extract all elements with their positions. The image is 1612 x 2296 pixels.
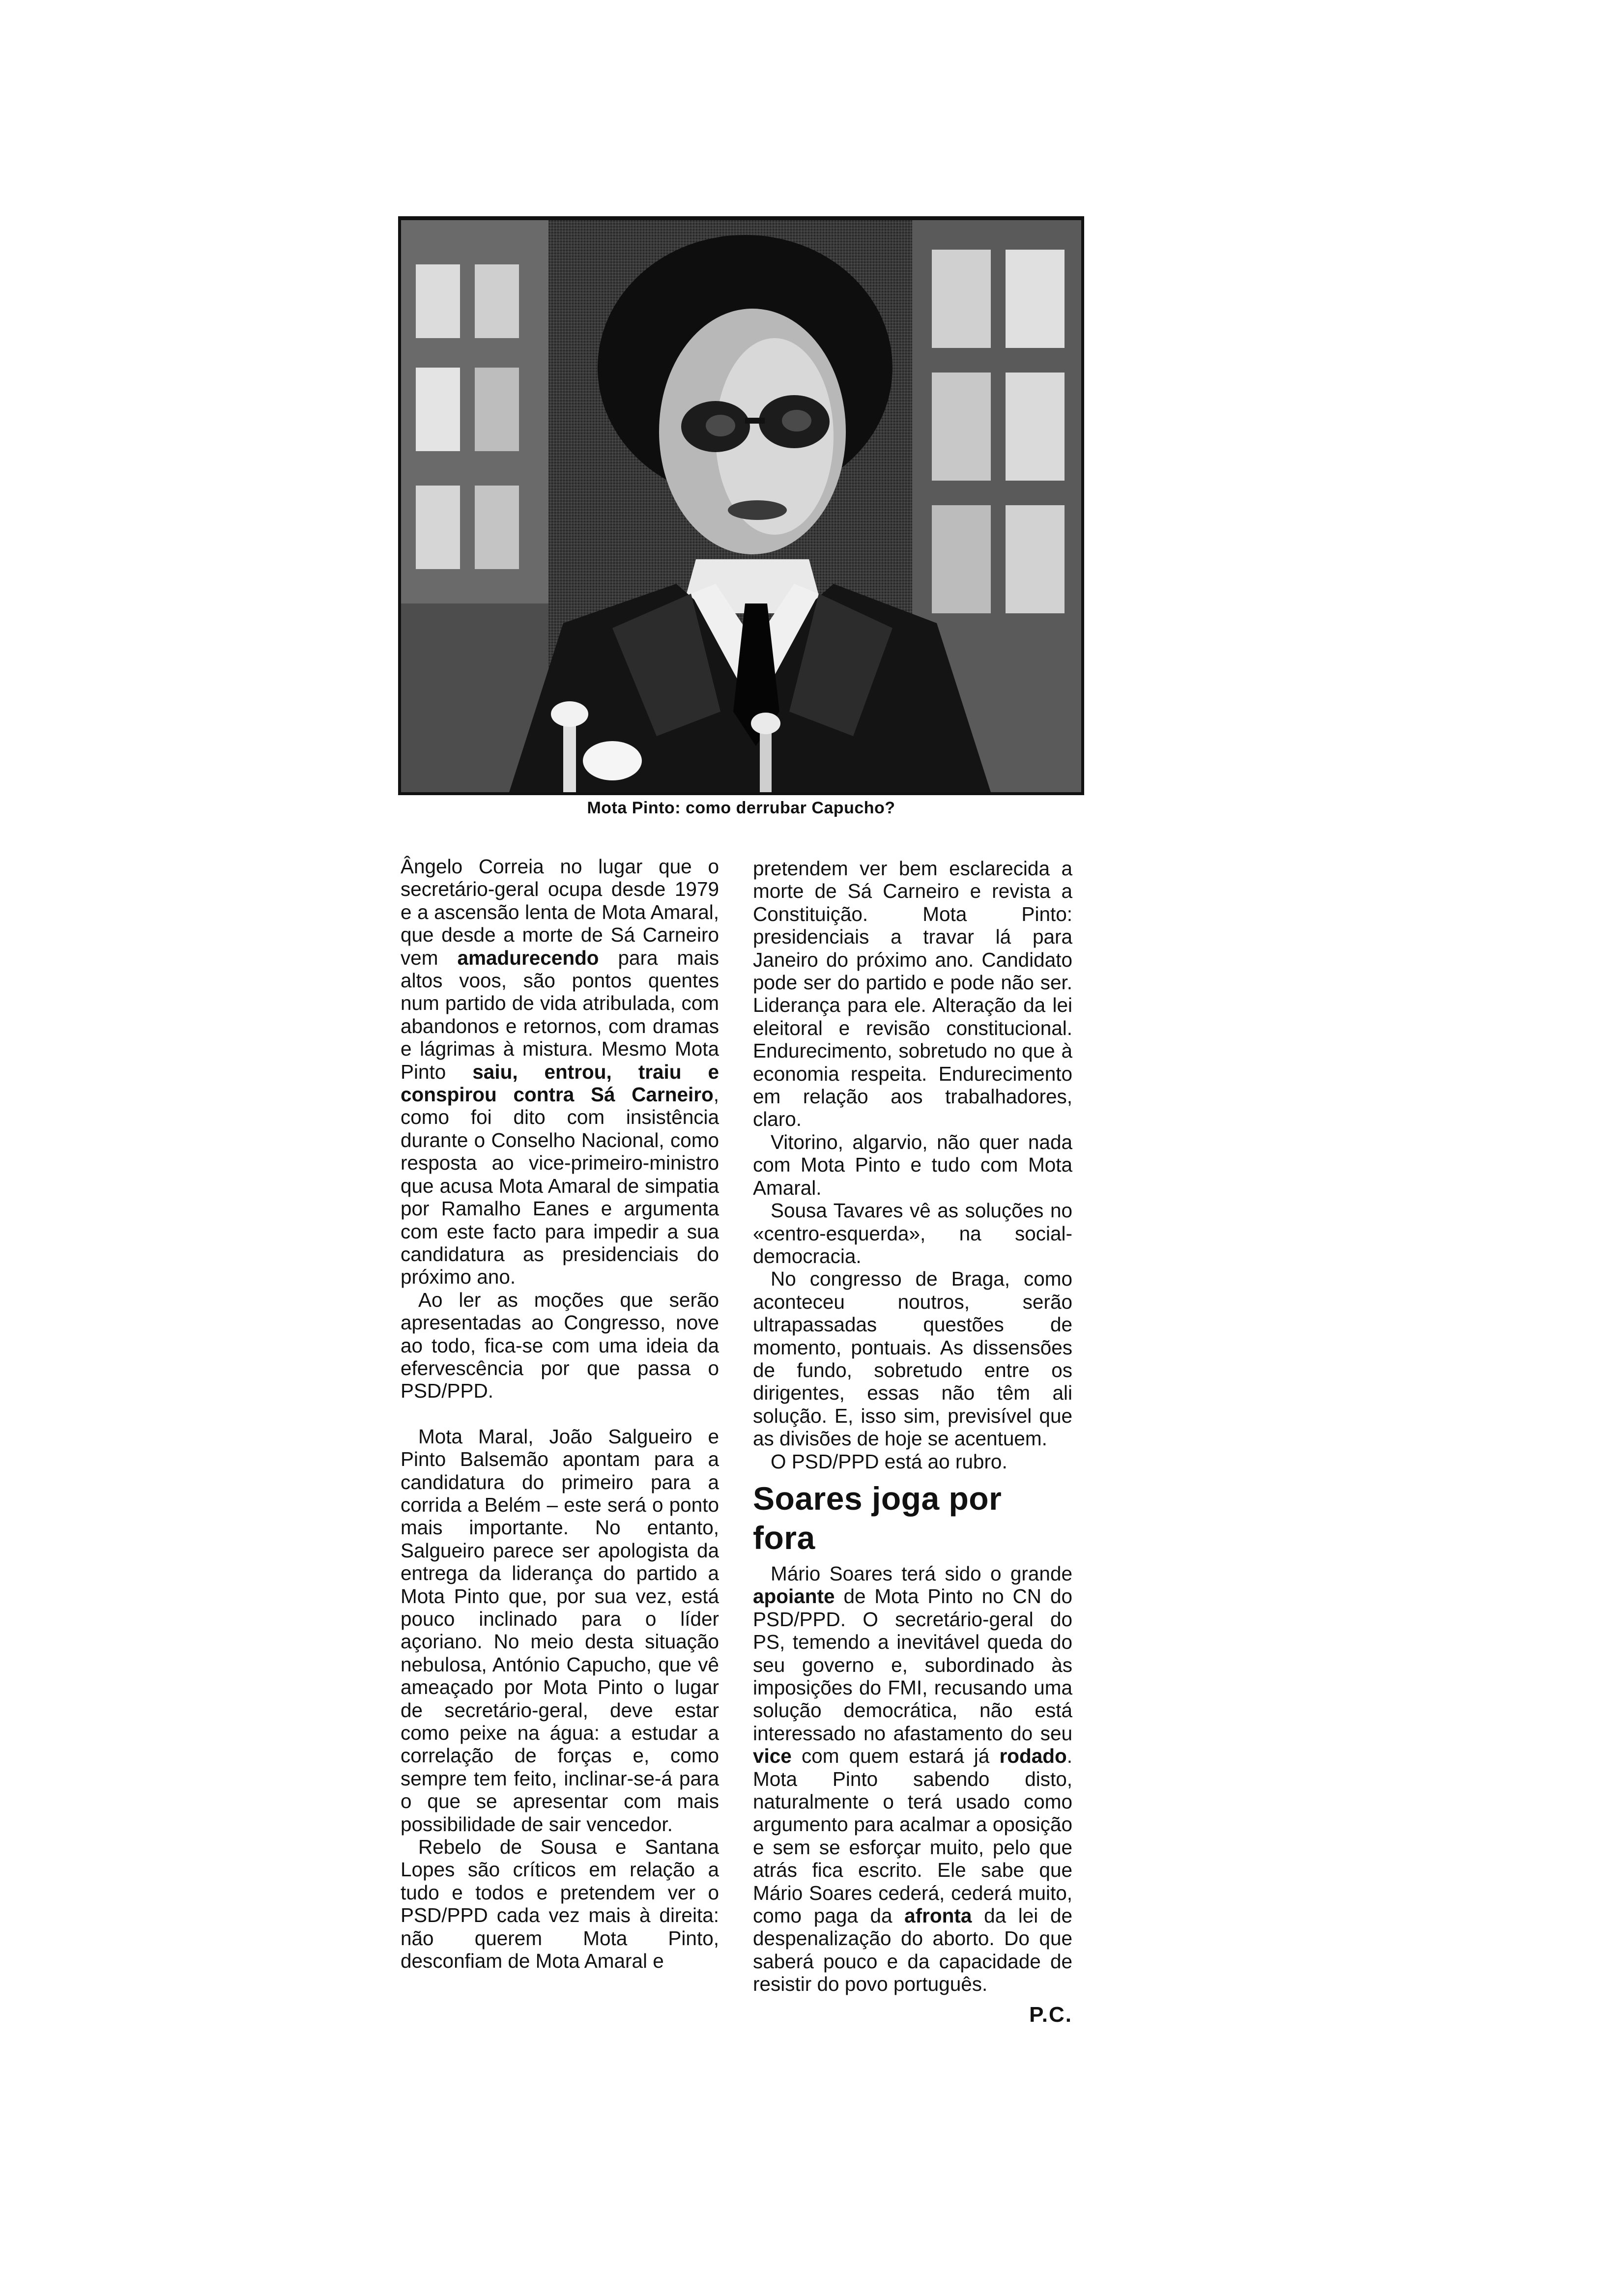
author-signature: P.C. [1029, 2002, 1072, 2027]
text-run: da lei de despenalização do aborto. Do que saberá pouco e da capacidade de resistir do povo português. [753, 1904, 1073, 1996]
text-run: , como foi dito com insistência durante o Conselho Nacional, como resposta ao vice-primeiro-ministro que acusa Mota Amaral de simpatia por Ramalho Eanes e argumenta com este facto para impedir a sua candidatura as presidenciais do próximo ano. [401, 1083, 719, 1289]
paragraph: Vitorino, algarvio, não quer nada com Mota Pinto e tudo com Mota Amaral. [753, 1130, 1072, 1199]
paragraph: Rebelo de Sousa e Santana Lopes são críticos em relação a tudo e todos e pretendem ver o PSD/PPD cada vez mais à direita: não querem Mota Pinto, desconfiam de Mota Amaral e [401, 1836, 719, 1973]
bold-text: rodado [999, 1745, 1067, 1768]
paragraph [753, 1562, 1072, 1996]
paragraph [401, 855, 719, 1289]
bold-text: afronta [904, 1904, 972, 1927]
portrait-photo [398, 216, 1084, 795]
text-run: com quem estará já [791, 1745, 1000, 1768]
portrait-photo-image [401, 220, 1081, 792]
bold-text: amadurecendo [457, 946, 599, 969]
paragraph: O PSD/PPD está ao rubro. [771, 1450, 1008, 1473]
paragraph: pretendem ver bem esclarecida a morte de Sá Carneiro e revista a Constituição. Mota Pinto: presidenciais a travar lá para Janeiro do próximo ano. Candidato pode ser do partido e pode não ser. Liderança para ele. Alteração da lei eleitoral e revisão constitucional. Endurecimento, sobretudo no que à economia respeita. Endurecimento em relação aos trabalhadores, claro. [753, 857, 1072, 1131]
article-column-right [753, 857, 1072, 2026]
paragraph: Mota Maral, João Salgueiro e Pinto Balsemão apontam para a candidatura do primeiro para a corrida a Belém – este será o ponto mais importante. No entanto, Salgueiro parece ser apologista da entrega da liderança do partido a Mota Pinto que, por sua vez, está pouco inclinado para o líder açoriano. No meio desta situação nebulosa, António Capucho, que vê ameaçado por Mota Pinto o lugar de secretário-geral, deve estar como peixe na água: a estudar a correlação de forças e, como sempre tem feito, inclinar-se-á para o que se apresentar com mais possibilidade de sair vencedor. [401, 1425, 719, 1836]
paragraph: Ao ler as moções que serão apresentadas ao Congresso, nove ao todo, fica-se com uma ideia da efervescência por que passa o PSD/PPD. [401, 1288, 719, 1403]
bold-text: saiu, entrou, traiu e conspirou contra Sá Carneiro [401, 1060, 719, 1106]
text-run: de Mota Pinto no CN do PSD/PPD. O secretário-geral do PS, temendo a inevitável queda do seu governo e, subordinado às imposições do FMI, recusando uma solução democrática, não está interessado no afastamento do seu [753, 1585, 1072, 1745]
article-column-left [401, 855, 719, 1973]
text-run: Mário Soares terá sido o grande [771, 1562, 1072, 1585]
paragraph: No congresso de Braga, como aconteceu noutros, serão ultrapassadas questões de momento, pontuais. As dissensões de fundo, sobretudo entre os dirigentes, essas não têm ali solução. E, isso sim, previsível que as divisões de hoje se acentuem. [753, 1267, 1072, 1450]
bold-text: apoiante [753, 1585, 835, 1608]
text-run: para mais altos voos, são pontos quentes num partido de vida atribulada, com abandonos e retornos, com dramas e lágrimas à mistura. Mesmo Mota Pinto [401, 946, 719, 1083]
text-run: Ângelo Correia no lugar que o secretário-geral ocupa desde 1979 e a ascensão lenta de Mota Amaral, que desde a morte de Sá Carneiro vem [401, 855, 719, 969]
subheading: Soares joga por fora [753, 1480, 1002, 1556]
paragraph: Sousa Tavares vê as soluções no «centro-esquerda», na social-democracia. [753, 1199, 1072, 1267]
bold-text: vice [753, 1745, 792, 1768]
text-run: . Mota Pinto sabendo disto, naturalmente o terá usado como argumento para acalmar a oposição e sem se esforçar muito, pelo que atrás fica escrito. Ele sabe que Mário Soares cederá, cederá muito, como paga da [753, 1745, 1072, 1927]
photo-caption: Mota Pinto: como derrubar Capucho? [587, 799, 895, 817]
